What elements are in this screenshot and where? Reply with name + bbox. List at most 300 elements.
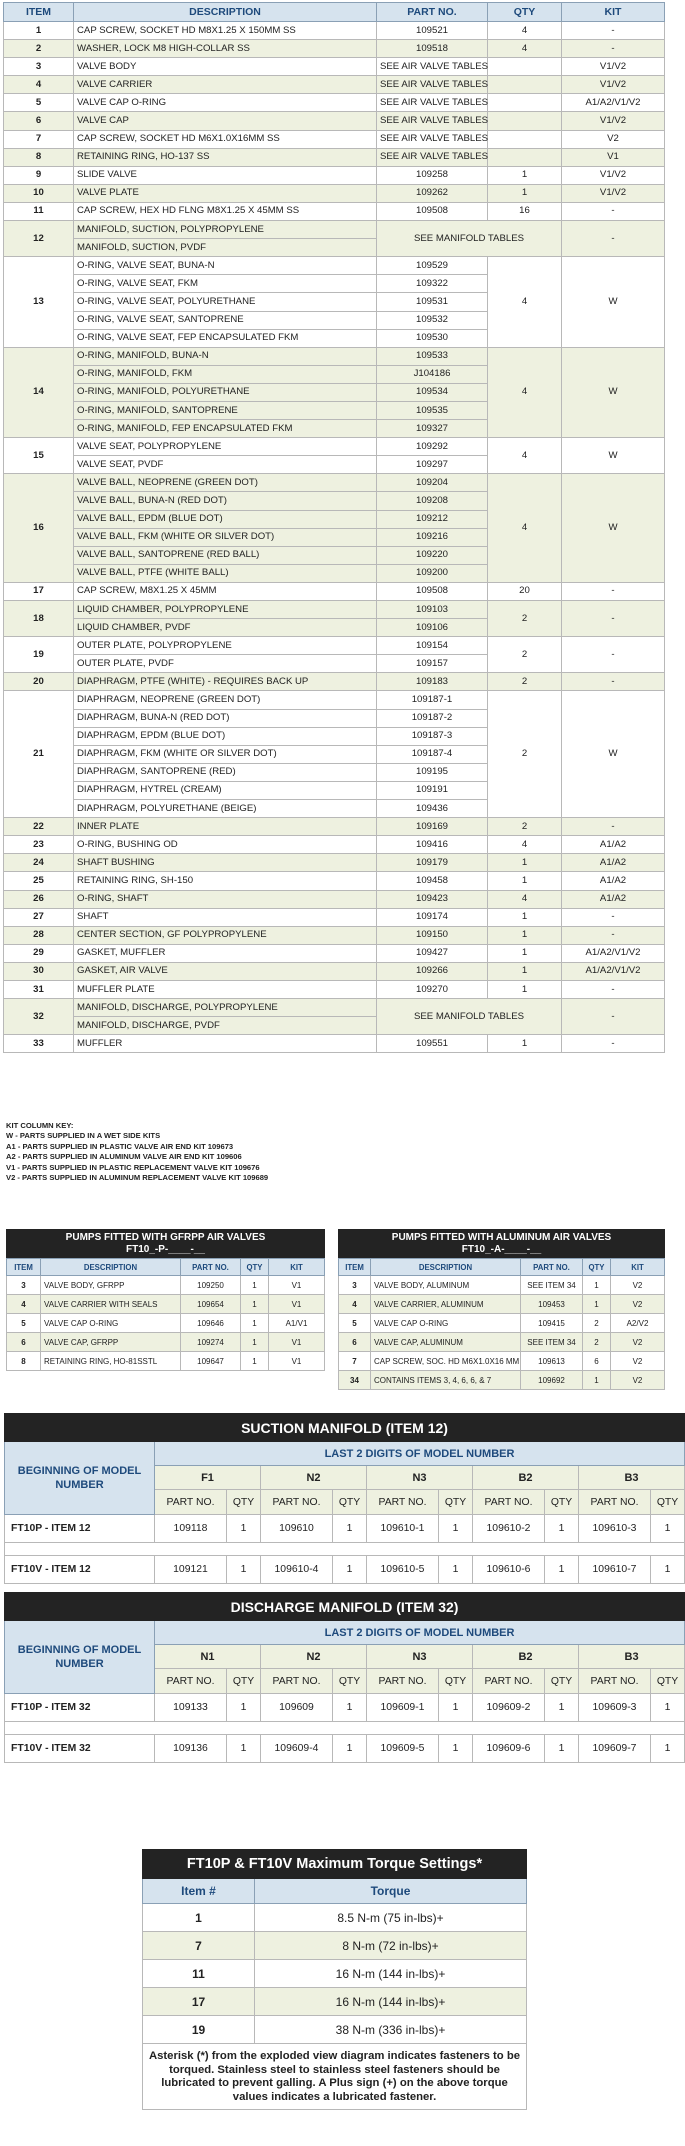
part-description: VALVE CAP O-RING [371, 1314, 521, 1333]
part-qty: 4 [488, 257, 562, 347]
part-qty [488, 94, 562, 112]
valve-row [339, 1314, 665, 1333]
part-description: VALVE BALL, SANTOPRENE (RED BALL) [74, 546, 377, 564]
part-number: 109327 [377, 420, 488, 438]
torque-value: 8 N-m (72 in-lbs)+ [255, 1932, 527, 1960]
torque-value: 16 N-m (144 in-lbs)+ [255, 1988, 527, 2016]
part-qty [488, 112, 562, 130]
part-qty: 1 [488, 1035, 562, 1053]
valve-row [7, 1352, 325, 1371]
beginning-of-model-label: BEGINNING OF MODEL NUMBER [5, 1621, 155, 1694]
item-number: 12 [4, 221, 74, 257]
part-description: VALVE CAP [74, 112, 377, 130]
item-number: 5 [4, 94, 74, 112]
part-kit: V1 [269, 1352, 325, 1371]
manifold-row [5, 1515, 685, 1543]
part-qty: 1 [241, 1276, 269, 1295]
part-description: RETAINING RING, HO-137 SS [74, 148, 377, 166]
part-qty: 1 [545, 1694, 579, 1722]
kit-key-line: A1 - PARTS SUPPLIED IN PLASTIC VALVE AIR END KIT 109673 [6, 1141, 234, 1151]
manifold-header-row [5, 1442, 685, 1466]
parts-row [4, 94, 665, 112]
part-number: 109646 [181, 1314, 241, 1333]
parts-row [4, 872, 665, 890]
header-description: DESCRIPTION [371, 1259, 521, 1276]
part-number: 109532 [377, 311, 488, 329]
part-kit: W [562, 438, 665, 474]
part-kit: W [562, 691, 665, 818]
part-kit: A2/V2 [611, 1314, 665, 1333]
model-code: B3 [579, 1466, 685, 1490]
part-qty: 1 [227, 1694, 261, 1722]
part-qty: 1 [545, 1735, 579, 1763]
part-number: 109179 [377, 854, 488, 872]
parts-row [4, 474, 665, 492]
part-kit: V2 [611, 1333, 665, 1352]
part-qty: 1 [488, 872, 562, 890]
part-qty: 1 [439, 1556, 473, 1584]
parts-row [4, 818, 665, 836]
parts-row [4, 962, 665, 980]
part-number: 109187-2 [377, 709, 488, 727]
part-number: SEE ITEM 34 [521, 1276, 583, 1295]
part-description: VALVE BODY [74, 58, 377, 76]
part-kit: V2 [611, 1295, 665, 1314]
kit-key-line: V1 - PARTS SUPPLIED IN PLASTIC REPLACEMENT VALVE KIT 109676 [6, 1162, 260, 1172]
model-number: FT10V - ITEM 32 [5, 1735, 155, 1763]
header-qty: QTY [488, 3, 562, 22]
valve-row [7, 1276, 325, 1295]
part-qty: 1 [488, 926, 562, 944]
part-number: 109610-5 [367, 1556, 439, 1584]
part-number: 109427 [377, 944, 488, 962]
qty-label: QTY [651, 1490, 685, 1515]
part-qty: 1 [488, 980, 562, 998]
part-description: DIAPHRAGM, POLYURETHANE (BEIGE) [74, 800, 377, 818]
item-number: 29 [4, 944, 74, 962]
torque-row [143, 1988, 527, 2016]
part-qty: 2 [583, 1333, 611, 1352]
item-number: 23 [4, 836, 74, 854]
part-number: 109533 [377, 347, 488, 365]
spacer-cell [5, 1722, 685, 1735]
part-description: VALVE BALL, EPDM (BLUE DOT) [74, 510, 377, 528]
item-number: 2 [4, 40, 74, 58]
torque-settings-table [142, 1849, 527, 2110]
item-number: 4 [4, 76, 74, 94]
model-code: B2 [473, 1466, 579, 1490]
part-number: 109133 [155, 1694, 227, 1722]
part-description: DIAPHRAGM, NEOPRENE (GREEN DOT) [74, 691, 377, 709]
part-kit: V2 [611, 1371, 665, 1390]
parts-row [4, 58, 665, 76]
part-qty: 1 [227, 1515, 261, 1543]
valve-row [339, 1295, 665, 1314]
item-number: 3 [7, 1276, 41, 1295]
part-number: 109610-1 [367, 1515, 439, 1543]
beginning-of-model-label: BEGINNING OF MODEL NUMBER [5, 1442, 155, 1515]
part-number: 109187-1 [377, 691, 488, 709]
gfrpp-table-title [6, 1229, 325, 1258]
part-qty: 4 [488, 438, 562, 474]
part-description: VALVE CARRIER, ALUMINUM [371, 1295, 521, 1314]
part-qty: 1 [439, 1515, 473, 1543]
discharge-manifold-table [4, 1592, 685, 1763]
item-number: 6 [7, 1333, 41, 1352]
part-no-label: PART NO. [367, 1669, 439, 1694]
torque-title: FT10P & FT10V Maximum Torque Settings* [143, 1850, 527, 1879]
part-description: WASHER, LOCK M8 HIGH-COLLAR SS [74, 40, 377, 58]
row-spacer [5, 1722, 685, 1735]
part-description: O-RING, BUSHING OD [74, 836, 377, 854]
valve-row [339, 1371, 665, 1390]
part-kit: A1/A2/V1/V2 [562, 962, 665, 980]
part-qty [488, 130, 562, 148]
part-kit: V1/V2 [562, 76, 665, 94]
model-code: N2 [261, 1466, 367, 1490]
part-description: VALVE BODY, ALUMINUM [371, 1276, 521, 1295]
part-no-label: PART NO. [579, 1669, 651, 1694]
parts-row [4, 40, 665, 58]
part-qty: 2 [488, 673, 562, 691]
qty-label: QTY [439, 1490, 473, 1515]
part-number: 109508 [377, 582, 488, 600]
gfrpp-table-body [7, 1276, 325, 1371]
part-number: 109609-1 [367, 1694, 439, 1722]
part-description: MANIFOLD, SUCTION, POLYPROPYLENE [74, 221, 377, 239]
part-qty: 1 [488, 962, 562, 980]
part-kit: - [562, 980, 665, 998]
part-number: 109292 [377, 438, 488, 456]
part-qty: 1 [227, 1556, 261, 1584]
part-description: SLIDE VALVE [74, 166, 377, 184]
part-description: OUTER PLATE, PVDF [74, 655, 377, 673]
manifold-row [5, 1694, 685, 1722]
part-kit: - [562, 908, 665, 926]
part-description: O-RING, VALVE SEAT, FKM [74, 275, 377, 293]
part-description: VALVE SEAT, PVDF [74, 456, 377, 474]
aluminum-table-body [339, 1276, 665, 1390]
item-number: 21 [4, 691, 74, 818]
part-description: VALVE CARRIER WITH SEALS [41, 1295, 181, 1314]
item-number: 6 [4, 112, 74, 130]
part-qty: 1 [651, 1735, 685, 1763]
header-item-number: Item # [143, 1879, 255, 1904]
header-kit: KIT [269, 1259, 325, 1276]
parts-row [4, 944, 665, 962]
part-number: 109609-2 [473, 1694, 545, 1722]
part-number: 109220 [377, 546, 488, 564]
part-description: INNER PLATE [74, 818, 377, 836]
part-number: 109212 [377, 510, 488, 528]
part-no-label: PART NO. [473, 1669, 545, 1694]
discharge-manifold-body [5, 1593, 685, 1763]
part-qty: 2 [488, 637, 562, 673]
parts-row [4, 601, 665, 619]
part-qty [488, 76, 562, 94]
item-number: 30 [4, 962, 74, 980]
part-number: 109208 [377, 492, 488, 510]
part-description: O-RING, MANIFOLD, FEP ENCAPSULATED FKM [74, 420, 377, 438]
item-number: 17 [4, 582, 74, 600]
part-number: 109187-4 [377, 745, 488, 763]
item-number: 26 [4, 890, 74, 908]
part-description: MANIFOLD, DISCHARGE, PVDF [74, 1017, 377, 1035]
part-kit: V1 [269, 1276, 325, 1295]
part-description: CENTER SECTION, GF POLYPROPYLENE [74, 926, 377, 944]
item-number: 20 [4, 673, 74, 691]
part-number: 109531 [377, 293, 488, 311]
torque-item: 7 [143, 1932, 255, 1960]
part-qty: 1 [439, 1694, 473, 1722]
part-number: 109118 [155, 1515, 227, 1543]
part-description: RETAINING RING, SH-150 [74, 872, 377, 890]
torque-row [143, 1904, 527, 1932]
model-number: FT10P - ITEM 12 [5, 1515, 155, 1543]
part-no-label: PART NO. [473, 1490, 545, 1515]
part-number: J104186 [377, 365, 488, 383]
part-number: 109647 [181, 1352, 241, 1371]
item-number: 24 [4, 854, 74, 872]
part-number: SEE AIR VALVE TABLES [377, 58, 488, 76]
parts-row [4, 637, 665, 655]
part-kit: A1/A2/V1/V2 [562, 94, 665, 112]
header-item: ITEM [7, 1259, 41, 1276]
parts-row [4, 257, 665, 275]
part-description: SHAFT [74, 908, 377, 926]
part-qty: 16 [488, 202, 562, 220]
part-number: 109416 [377, 836, 488, 854]
part-qty: 1 [583, 1371, 611, 1390]
item-number: 10 [4, 184, 74, 202]
torque-item: 17 [143, 1988, 255, 2016]
part-no-label: PART NO. [155, 1490, 227, 1515]
item-number: 27 [4, 908, 74, 926]
item-number: 22 [4, 818, 74, 836]
part-number: 109610-3 [579, 1515, 651, 1543]
part-qty: 1 [488, 184, 562, 202]
part-qty: 1 [241, 1295, 269, 1314]
part-description: O-RING, VALVE SEAT, SANTOPRENE [74, 311, 377, 329]
suction-manifold-table [4, 1413, 685, 1584]
part-number: 109266 [377, 962, 488, 980]
part-kit: - [562, 637, 665, 673]
part-number: 109521 [377, 22, 488, 40]
part-kit: V2 [611, 1276, 665, 1295]
part-kit: A1/A2/V1/V2 [562, 944, 665, 962]
manifold-title-row [5, 1593, 685, 1621]
part-description: SHAFT BUSHING [74, 854, 377, 872]
part-description: VALVE CAP, ALUMINUM [371, 1333, 521, 1352]
part-number: SEE AIR VALVE TABLES [377, 76, 488, 94]
torque-item: 1 [143, 1904, 255, 1932]
part-qty: 2 [488, 601, 562, 637]
parts-row [4, 347, 665, 365]
part-number: 109551 [377, 1035, 488, 1053]
valve-row [7, 1295, 325, 1314]
part-number: 109250 [181, 1276, 241, 1295]
part-description: O-RING, MANIFOLD, POLYURETHANE [74, 383, 377, 401]
part-number: 109103 [377, 601, 488, 619]
parts-row [4, 926, 665, 944]
model-number: FT10P - ITEM 32 [5, 1694, 155, 1722]
part-qty: 4 [488, 836, 562, 854]
part-qty: 4 [488, 40, 562, 58]
part-qty: 1 [241, 1352, 269, 1371]
part-kit: V1 [269, 1295, 325, 1314]
part-qty: 20 [488, 582, 562, 600]
part-number: 109200 [377, 564, 488, 582]
parts-row [4, 908, 665, 926]
part-number: 109458 [377, 872, 488, 890]
manifold-title-row [5, 1414, 685, 1442]
part-number: 109529 [377, 257, 488, 275]
part-description: VALVE BODY, GFRPP [41, 1276, 181, 1295]
aluminum-title-line2: FT10_-A-____-__ [461, 1244, 542, 1255]
part-description: MUFFLER PLATE [74, 980, 377, 998]
valve-row [339, 1333, 665, 1352]
model-number: FT10V - ITEM 12 [5, 1556, 155, 1584]
part-number: 109174 [377, 908, 488, 926]
valve-row [7, 1333, 325, 1352]
part-number: 109195 [377, 763, 488, 781]
part-qty [488, 58, 562, 76]
item-number: 6 [339, 1333, 371, 1352]
qty-label: QTY [545, 1669, 579, 1694]
valve-row [339, 1352, 665, 1371]
part-number: 109613 [521, 1352, 583, 1371]
item-number: 31 [4, 980, 74, 998]
manifold-row [5, 1556, 685, 1584]
part-description: VALVE BALL, FKM (WHITE OR SILVER DOT) [74, 528, 377, 546]
parts-row [4, 890, 665, 908]
part-description: DIAPHRAGM, HYTREL (CREAM) [74, 781, 377, 799]
header-description: DESCRIPTION [74, 3, 377, 22]
parts-row [4, 76, 665, 94]
torque-table-body [143, 1850, 527, 2110]
part-number: 109609-6 [473, 1735, 545, 1763]
model-code: F1 [155, 1466, 261, 1490]
item-number: 19 [4, 637, 74, 673]
model-code: N3 [367, 1645, 473, 1669]
part-number: 109534 [377, 383, 488, 401]
part-qty: 1 [651, 1556, 685, 1584]
torque-row [143, 1960, 527, 1988]
row-spacer [5, 1543, 685, 1556]
part-number: 109610-4 [261, 1556, 333, 1584]
qty-label: QTY [439, 1669, 473, 1694]
model-code: B2 [473, 1645, 579, 1669]
header-part-no: PART NO. [181, 1259, 241, 1276]
parts-row [4, 22, 665, 40]
part-number: 109436 [377, 800, 488, 818]
qty-label: QTY [227, 1490, 261, 1515]
header-kit: KIT [611, 1259, 665, 1276]
qty-label: QTY [227, 1669, 261, 1694]
parts-row [4, 202, 665, 220]
part-number: 109274 [181, 1333, 241, 1352]
part-kit: - [562, 601, 665, 637]
part-description: CONTAINS ITEMS 3, 4, 6, 6, & 7 [371, 1371, 521, 1390]
part-description: VALVE SEAT, POLYPROPYLENE [74, 438, 377, 456]
part-qty: 1 [583, 1276, 611, 1295]
item-number: 11 [4, 202, 74, 220]
part-description: OUTER PLATE, POLYPROPYLENE [74, 637, 377, 655]
gfrpp-title-line2: FT10_-P-____-__ [126, 1244, 205, 1255]
item-number: 18 [4, 601, 74, 637]
model-code: B3 [579, 1645, 685, 1669]
qty-label: QTY [333, 1669, 367, 1694]
part-description: DIAPHRAGM, BUNA-N (RED DOT) [74, 709, 377, 727]
item-number: 1 [4, 22, 74, 40]
item-number: 3 [339, 1276, 371, 1295]
part-description: GASKET, AIR VALVE [74, 962, 377, 980]
torque-value: 16 N-m (144 in-lbs)+ [255, 1960, 527, 1988]
part-kit: - [562, 40, 665, 58]
part-qty: 6 [583, 1352, 611, 1371]
part-description: O-RING, VALVE SEAT, POLYURETHANE [74, 293, 377, 311]
header-description: DESCRIPTION [41, 1259, 181, 1276]
part-description: VALVE CAP O-RING [41, 1314, 181, 1333]
part-no-label: PART NO. [579, 1490, 651, 1515]
manifold-title: SUCTION MANIFOLD (ITEM 12) [5, 1414, 685, 1442]
part-kit: V2 [562, 130, 665, 148]
part-no-label: PART NO. [367, 1490, 439, 1515]
part-kit: A1/A2 [562, 854, 665, 872]
aluminum-table-title [338, 1229, 665, 1258]
part-description: O-RING, MANIFOLD, BUNA-N [74, 347, 377, 365]
parts-row [4, 221, 665, 239]
part-kit: - [562, 818, 665, 836]
part-number: 109609-5 [367, 1735, 439, 1763]
part-number: SEE AIR VALVE TABLES [377, 148, 488, 166]
torque-item: 19 [143, 2016, 255, 2044]
part-number: 109535 [377, 401, 488, 419]
part-number: 109187-3 [377, 727, 488, 745]
part-description: DIAPHRAGM, FKM (WHITE OR SILVER DOT) [74, 745, 377, 763]
torque-note: Asterisk (*) from the exploded view diagram indicates fasteners to be torqued. Stainless steel to stainless steel fasteners should be lubricated to prevent galling. A Plus sign (+) on the above torque values indicates a lubricated fastener. [143, 2044, 527, 2110]
parts-row [4, 184, 665, 202]
torque-value: 8.5 N-m (75 in-lbs)+ [255, 1904, 527, 1932]
part-description: VALVE CAP O-RING [74, 94, 377, 112]
part-number: 109610-7 [579, 1556, 651, 1584]
part-kit: V1 [562, 148, 665, 166]
part-number: 109154 [377, 637, 488, 655]
part-description: MANIFOLD, DISCHARGE, POLYPROPYLENE [74, 999, 377, 1017]
item-number: 25 [4, 872, 74, 890]
part-number: SEE AIR VALVE TABLES [377, 130, 488, 148]
parts-row [4, 673, 665, 691]
qty-label: QTY [545, 1490, 579, 1515]
part-description: RETAINING RING, HO-81SSTL [41, 1352, 181, 1371]
part-description: LIQUID CHAMBER, PVDF [74, 619, 377, 637]
torque-item: 11 [143, 1960, 255, 1988]
part-no-label: PART NO. [261, 1490, 333, 1515]
torque-note-row [143, 2044, 527, 2110]
part-description: CAP SCREW, SOCKET HD M6X1.0X16MM SS [74, 130, 377, 148]
manifold-title: DISCHARGE MANIFOLD (ITEM 32) [5, 1593, 685, 1621]
part-number: 109453 [521, 1295, 583, 1314]
parts-row [4, 980, 665, 998]
part-qty: 1 [227, 1735, 261, 1763]
part-description: CAP SCREW, SOC. HD M6X1.0X16 MM [371, 1352, 521, 1371]
qty-label: QTY [333, 1490, 367, 1515]
model-code: N3 [367, 1466, 473, 1490]
part-description: MANIFOLD, SUCTION, PVDF [74, 239, 377, 257]
model-code: N1 [155, 1645, 261, 1669]
part-description: O-RING, MANIFOLD, SANTOPRENE [74, 401, 377, 419]
part-number: 109204 [377, 474, 488, 492]
